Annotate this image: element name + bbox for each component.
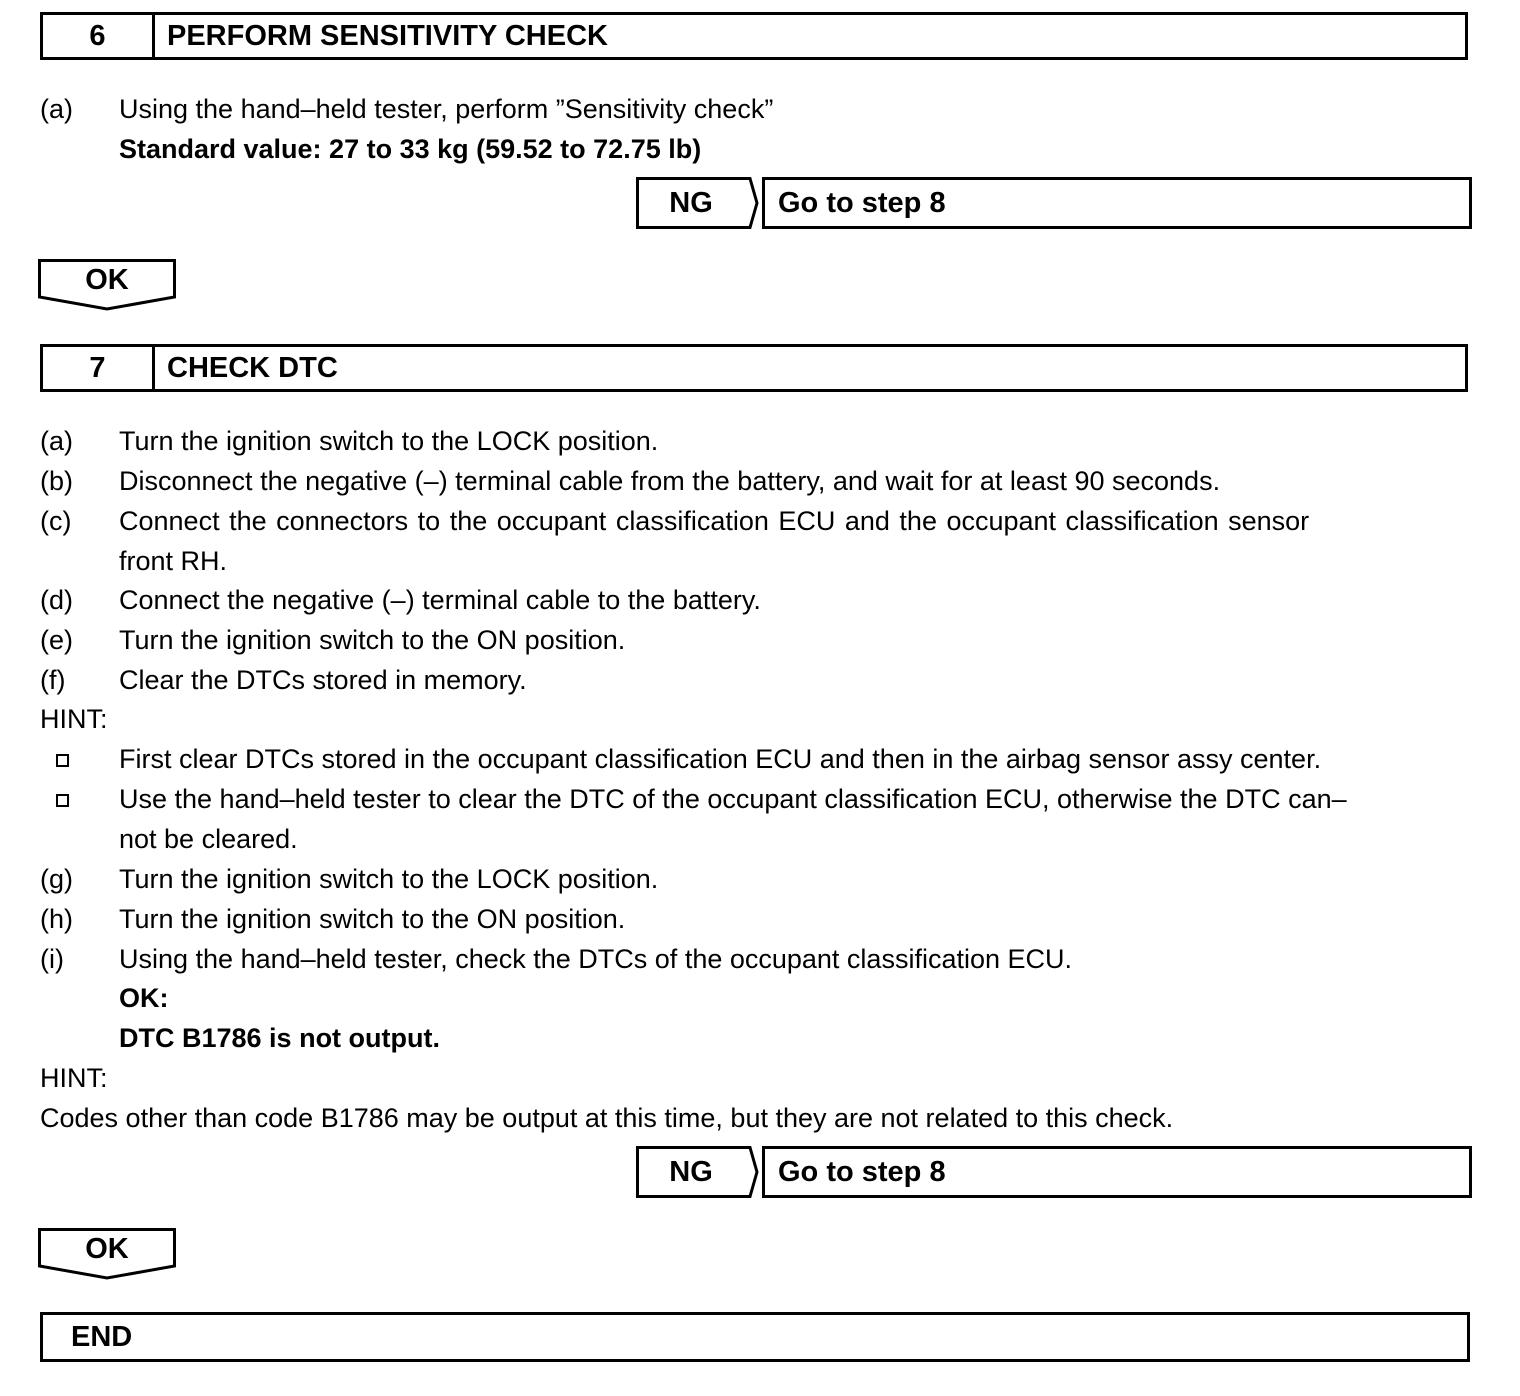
item-text: Connect the connectors to the occupant classification ECU and the occupant classification sensor <box>119 506 1310 536</box>
step-number: 7 <box>43 347 155 389</box>
bullet-text: First clear DTCs stored in the occupant classification ECU and then in the airbag sensor assy center. <box>119 744 1322 774</box>
bullet-text: Use the hand–held tester to clear the DTC of the occupant classification ECU, otherwise the DTC can– <box>119 784 1347 814</box>
item-label: (b) <box>40 466 73 496</box>
hint-heading: HINT: <box>40 1063 108 1093</box>
item-label: (h) <box>40 904 73 934</box>
item-text: Turn the ignition switch to the ON position. <box>119 625 626 655</box>
step-title: PERFORM SENSITIVITY CHECK <box>167 19 608 52</box>
bullet-text-continued: not be cleared. <box>119 824 298 854</box>
item-label: (e) <box>40 625 73 655</box>
item-text: Turn the ignition switch to the ON position. <box>119 904 626 934</box>
item-label: (c) <box>40 506 72 536</box>
item-text: Turn the ignition switch to the LOCK position. <box>119 426 659 456</box>
item-text: Disconnect the negative (–) terminal cable from the battery, and wait for at least 90 seconds. <box>119 466 1221 496</box>
item-label: (a) <box>40 94 73 124</box>
item-label: (i) <box>40 944 64 974</box>
ng-arrow <box>636 177 760 229</box>
go-to-step-link[interactable]: Go to step 8 <box>762 177 1472 229</box>
go-to-step-link[interactable]: Go to step 8 <box>762 1146 1472 1198</box>
step-number: 6 <box>43 15 155 57</box>
step-7-header <box>40 344 1468 392</box>
item-label: (f) <box>40 665 66 695</box>
hint-text: Codes other than code B1786 may be output at this time, but they are not related to this check. <box>40 1103 1174 1133</box>
item-label: (g) <box>40 864 73 894</box>
ng-label: NG <box>669 186 713 219</box>
item-text-continued: front RH. <box>119 546 228 576</box>
item-text: Using the hand–held tester, check the DTCs of the occupant classification ECU. <box>119 944 1073 974</box>
ng-label: NG <box>669 1155 713 1188</box>
step-title: CHECK DTC <box>167 351 338 384</box>
item-text: Connect the negative (–) terminal cable to the battery. <box>119 585 761 615</box>
ng-arrow <box>636 1146 760 1198</box>
ok-arrow <box>38 259 178 311</box>
hint-heading: HINT: <box>40 704 108 734</box>
step-6-header <box>40 12 1468 60</box>
square-bullet-icon <box>56 754 69 767</box>
end-box: END <box>40 1312 1470 1362</box>
ok-heading: OK: <box>119 983 169 1013</box>
standard-value: Standard value: 27 to 33 kg (59.52 to 72.75 lb) <box>119 134 702 164</box>
item-label: (d) <box>40 585 73 615</box>
ok-result: DTC B1786 is not output. <box>119 1023 441 1053</box>
item-text: Clear the DTCs stored in memory. <box>119 665 527 695</box>
item-label: (a) <box>40 426 73 456</box>
ok-label: OK <box>85 1232 129 1265</box>
item-text: Using the hand–held tester, perform ”Sensitivity check” <box>119 94 774 124</box>
ok-arrow <box>38 1228 178 1280</box>
item-text: Turn the ignition switch to the LOCK position. <box>119 864 659 894</box>
square-bullet-icon <box>56 794 69 807</box>
ok-label: OK <box>85 263 129 296</box>
